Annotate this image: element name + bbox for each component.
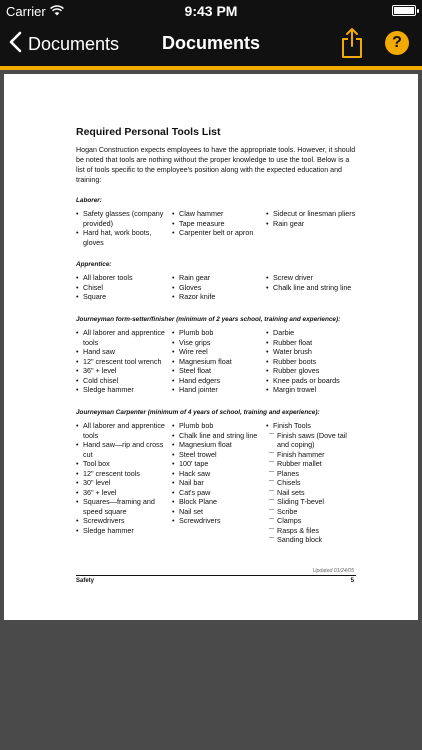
tool-item: • Claw hammer — [172, 209, 266, 219]
tool-column — [172, 209, 266, 247]
tool-item: • Hard hat, work boots, gloves — [76, 228, 172, 247]
tool-item: • Tape measure — [172, 219, 266, 229]
tool-item: • Gloves — [172, 283, 266, 293]
tool-item: • Sledge hammer — [76, 385, 172, 395]
section-columns — [76, 328, 356, 395]
tool-subitem: — Sliding T-bevel — [266, 497, 356, 507]
share-icon — [340, 46, 364, 63]
section-columns — [76, 209, 356, 247]
tool-item: • Hand saw — [76, 347, 172, 357]
share-button[interactable] — [340, 27, 364, 59]
tool-item: • 12" crescent tool wrench — [76, 357, 172, 367]
document-title: Required Personal Tools List — [76, 126, 221, 138]
tool-subitem: — Nail sets — [266, 488, 356, 498]
tool-item: • Chisel — [76, 283, 172, 293]
tool-item: • Razor knife — [172, 292, 266, 302]
tool-subitem: — Finish hammer — [266, 450, 356, 460]
tool-item: • Knee pads or boards — [266, 376, 356, 386]
back-label: Documents — [28, 34, 120, 54]
tool-item: • Steel float — [172, 366, 266, 376]
tool-item: • Safety glasses (company provided) — [76, 209, 172, 228]
tool-item: • Screwdrivers — [172, 516, 266, 526]
tool-item: • 100' tape — [172, 459, 266, 469]
tool-column — [76, 273, 172, 302]
tool-column — [76, 421, 172, 545]
tool-item: • Screwdrivers — [76, 516, 172, 526]
tool-item: • Rubber boots — [266, 357, 356, 367]
tool-item: • Rain gear — [266, 219, 356, 229]
tool-column — [172, 421, 266, 545]
tool-subitem: — Sanding block — [266, 535, 356, 545]
tool-item: • Hack saw — [172, 469, 266, 479]
tool-subitem: — Scribe — [266, 507, 356, 517]
section-heading: Journeyman form-setter/finisher (minimum of 2 years school, training and experience): — [76, 315, 341, 323]
tool-item: • Hand jointer — [172, 385, 266, 395]
tool-item: • Steel trowel — [172, 450, 266, 460]
tool-item: • Cold chisel — [76, 376, 172, 386]
tool-item: • Carpenter belt or apron — [172, 228, 266, 238]
tool-item: • Margin trowel — [266, 385, 356, 395]
tool-sections — [76, 197, 356, 545]
tool-item: • 36" + level — [76, 488, 172, 498]
tool-subitem: — Rasps & files — [266, 526, 356, 536]
page-number: 5 — [350, 578, 354, 584]
document-intro: Hogan Construction expects employees to have the appropriate tools. However, it should be noted that tools are nothing without the proper knowledge to use the tool. Below is a list of tools specific to the employee's position along with the expected education and training: — [76, 145, 356, 184]
nav-title: Documents — [161, 33, 260, 53]
navigation-bar — [0, 22, 422, 66]
carrier-label: Carrier — [6, 4, 46, 19]
section-heading: Journeyman Carpenter (minimum of 4 years of school, training and experience): — [76, 408, 320, 416]
status-bar — [0, 0, 422, 22]
tool-item: • Nail set — [172, 507, 266, 517]
tool-item: • All laborer and apprentice tools — [76, 421, 172, 440]
tool-item: • Square — [76, 292, 172, 302]
tool-item: • 12" crescent tools — [76, 469, 172, 479]
tool-item: • Plumb bob — [172, 421, 266, 431]
section-columns — [76, 273, 356, 302]
accent-bar — [0, 66, 422, 70]
tool-column — [172, 328, 266, 395]
help-button[interactable]: ? — [385, 31, 409, 55]
tool-item: • Water brush — [266, 347, 356, 357]
tool-item: • Wire reel — [172, 347, 266, 357]
tool-column — [266, 209, 356, 247]
tool-subitem: — Finish saws (Dove tail and coping) — [266, 431, 356, 450]
tool-item: • 30" level — [76, 478, 172, 488]
tool-item: • All laborer and apprentice tools — [76, 328, 172, 347]
tool-column — [266, 273, 356, 302]
tool-item: • 36" + level — [76, 366, 172, 376]
tool-item: • Rubber float — [266, 338, 356, 348]
tool-item: • Tool box — [76, 459, 172, 469]
tool-column — [172, 273, 266, 302]
tool-item: • Hand edgers — [172, 376, 266, 386]
tool-column — [76, 209, 172, 247]
tool-item: • Hand saw—rip and cross cut — [76, 440, 172, 459]
tool-subitem: — Planes — [266, 469, 356, 479]
tool-subitem: — Rubber mallet — [266, 459, 356, 469]
battery-icon — [392, 5, 416, 16]
tool-item: • Rubber gloves — [266, 366, 356, 376]
tool-item: • Magnesium float — [172, 440, 266, 450]
section-heading: Laborer: — [76, 196, 102, 204]
footer-divider — [76, 575, 356, 576]
tool-item: • Squares—framing and speed square — [76, 497, 172, 516]
tool-item: • Screw driver — [266, 273, 356, 283]
tool-item: • Chalk line and string line — [266, 283, 356, 293]
tool-item: • Finish Tools — [266, 421, 356, 431]
tool-item: • Darbie — [266, 328, 356, 338]
tool-item: • Rain gear — [172, 273, 266, 283]
tool-item: • Nail bar — [172, 478, 266, 488]
updated-note: Updated 01/24/05 — [312, 568, 354, 574]
status-time: 9:43 PM — [184, 3, 238, 19]
tool-item: • Cat's paw — [172, 488, 266, 498]
tool-item: • Vise grips — [172, 338, 266, 348]
tool-item: • Sledge hammer — [76, 526, 172, 536]
footer-section: Safety — [76, 578, 95, 584]
tool-item: • Magnesium float — [172, 357, 266, 367]
document-content — [76, 126, 356, 559]
tool-item: • Block Plane — [172, 497, 266, 507]
document-page[interactable] — [4, 74, 418, 620]
section-heading: Apprentice: — [76, 261, 112, 268]
section-columns — [76, 421, 356, 545]
tool-column — [266, 328, 356, 395]
tool-item: • Plumb bob — [172, 328, 266, 338]
tool-item: • Sidecut or linesman pliers — [266, 209, 356, 219]
tool-item: • All laborer tools — [76, 273, 172, 283]
tool-column — [76, 328, 172, 395]
tool-item: • Chalk line and string line — [172, 431, 266, 441]
tool-subitem: — Chisels — [266, 478, 356, 488]
tool-subitem: — Clamps — [266, 516, 356, 526]
tool-column — [266, 421, 356, 545]
